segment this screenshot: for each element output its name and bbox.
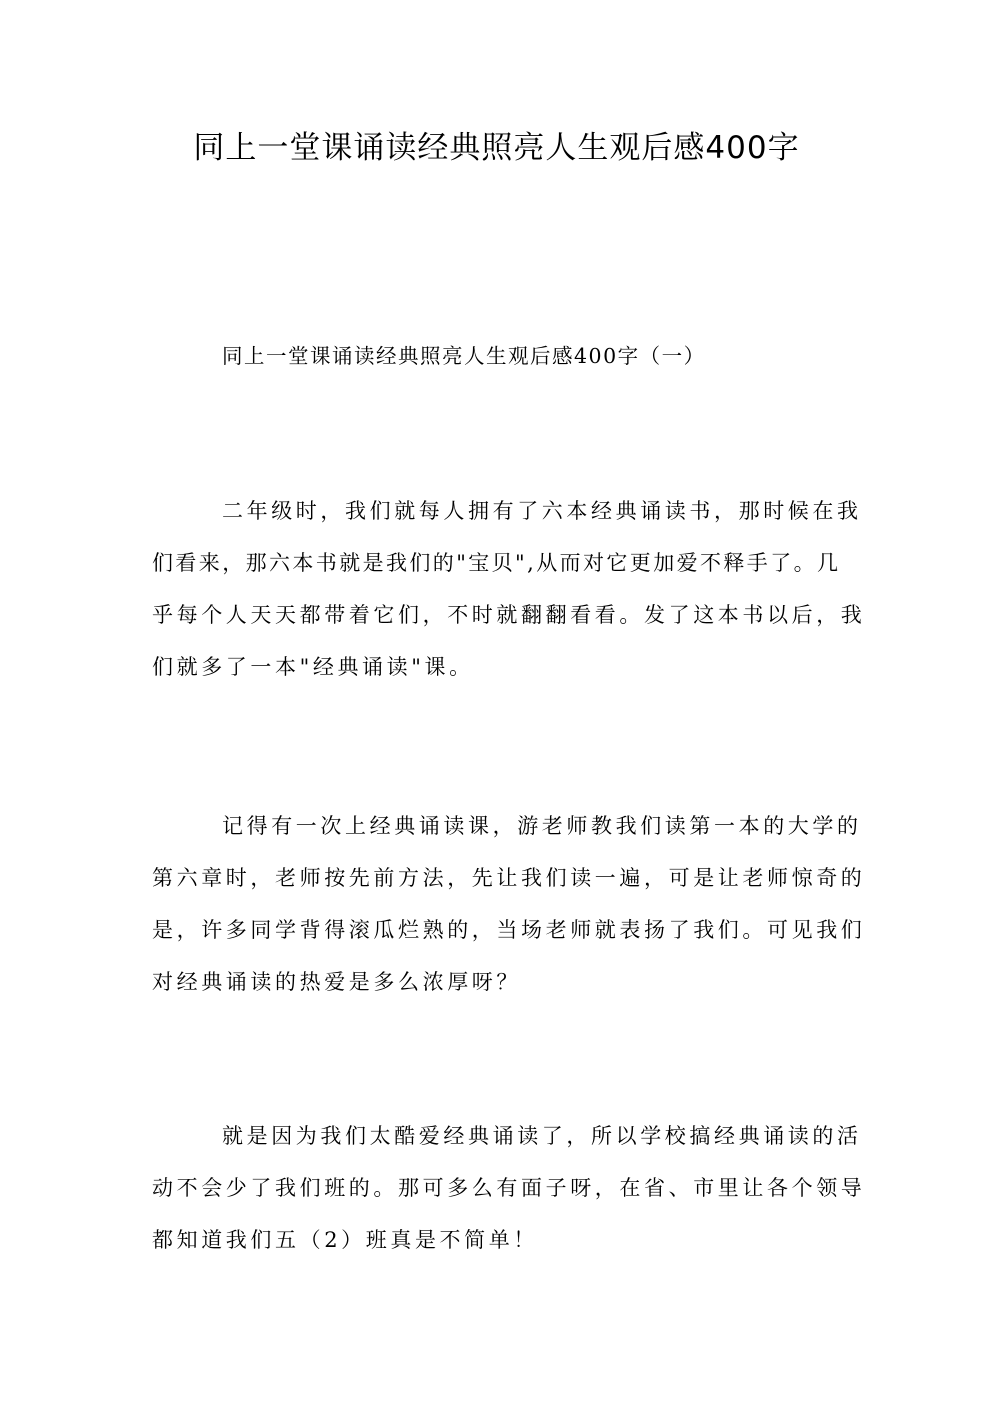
paragraph-line: 二年级时，我们就每人拥有了六本经典诵读书，那时候在我 <box>222 499 862 523</box>
paragraph-1 <box>152 485 866 693</box>
paragraph-line: 就是因为我们太酷爱经典诵读了，所以学校搞经典诵读的活 <box>222 1124 862 1148</box>
paragraph-2 <box>152 800 866 1008</box>
paragraph-line: 们就多了一本"经典诵读"课。 <box>152 655 474 679</box>
paragraph-line: 乎每个人天天都带着它们，不时就翻翻看看。发了这本书以后，我 <box>152 603 866 627</box>
paragraph-line: 都知道我们五（2）班真是不简单！ <box>152 1228 538 1252</box>
paragraph-line: 第六章时，老师按先前方法，先让我们读一遍，可是让老师惊奇的 <box>152 866 866 890</box>
paragraph-line: 们看来，那六本书就是我们的"宝贝",从而对它更加爱不释手了。几 <box>152 551 841 575</box>
paragraph-3 <box>152 1110 866 1266</box>
paragraph-line: 是，许多同学背得滚瓜烂熟的，当场老师就表扬了我们。可见我们 <box>152 918 866 942</box>
paragraph-line: 记得有一次上经典诵读课，游老师教我们读第一本的大学的 <box>222 814 862 838</box>
page-title: 同上一堂课诵读经典照亮人生观后感400字 <box>193 130 800 166</box>
paragraph-line: 动不会少了我们班的。那可多么有面子呀，在省、市里让各个领导 <box>152 1176 866 1200</box>
paragraph-line: 对经典诵读的热爱是多么浓厚呀？ <box>152 970 521 994</box>
section-subtitle: 同上一堂课诵读经典照亮人生观后感400字（一） <box>222 344 706 368</box>
